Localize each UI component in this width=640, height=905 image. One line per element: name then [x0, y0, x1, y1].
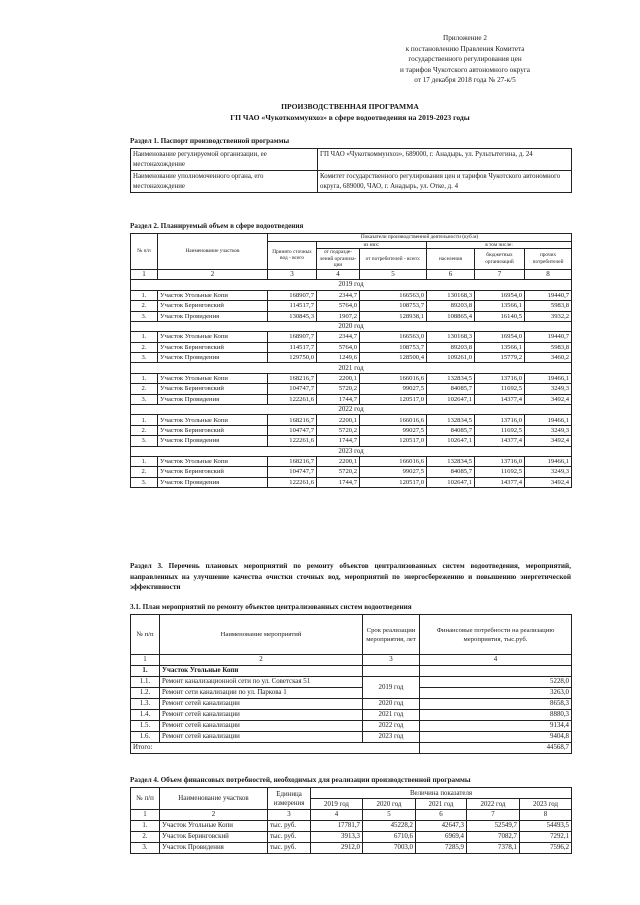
table-cell: 166563,0	[360, 290, 427, 300]
table-cell: 5983,8	[525, 342, 572, 352]
appendix-line: Приложение 2	[443, 34, 487, 42]
table-cell: 84085,7	[427, 384, 475, 394]
table-cell: 3.	[131, 394, 158, 404]
appendix-line: к постановлению Правления Комитета	[405, 44, 525, 53]
table-cell: 130845,3	[268, 311, 317, 321]
table-cell: 3460,2	[525, 353, 572, 363]
col-number: 8	[520, 810, 572, 821]
table-cell: 11692,5	[475, 384, 525, 394]
passport-row	[131, 149, 572, 171]
item-name: Ремонт сетей канализации	[160, 721, 363, 732]
col-number: 6	[427, 269, 475, 279]
table-row	[131, 732, 572, 743]
table-cell: 3492,4	[525, 394, 572, 404]
table-cell: 14377,4	[475, 436, 525, 446]
item-name: Ремонт сетей канализации	[160, 699, 363, 710]
table-cell: 104747,7	[268, 425, 317, 435]
table-cell: тыс. руб.	[268, 843, 311, 854]
item-term: 2020 год	[363, 699, 420, 710]
table-row	[131, 688, 572, 699]
table-cell: 5764,0	[317, 342, 360, 352]
table-cell: Участок Провидения	[158, 311, 268, 321]
table-cell: 3.	[131, 477, 158, 487]
table-cell: 166016,6	[360, 457, 427, 467]
year-label: 2022 год	[131, 405, 572, 415]
table-cell: 120517,0	[360, 477, 427, 487]
col-number: 5	[363, 810, 416, 821]
table-cell: 84085,7	[427, 425, 475, 435]
table-row	[131, 457, 572, 467]
col-num-header: № п/п	[131, 234, 158, 270]
table-cell: 2200,1	[317, 415, 360, 425]
table-cell: 1744,7	[317, 394, 360, 404]
table-cell: 89203,8	[427, 301, 475, 311]
table-cell: 1249,6	[317, 353, 360, 363]
empty-cell	[363, 666, 420, 677]
item-value: 8658,3	[420, 699, 572, 710]
item-value: 3263,0	[420, 688, 572, 699]
repair-plan-table	[130, 614, 572, 754]
total-label: Итого:	[131, 743, 420, 754]
table-cell: 122261,6	[268, 477, 317, 487]
population-header: населения	[427, 249, 475, 270]
item-name: Ремонт канализационной сети по ул. Советская 51	[160, 677, 363, 688]
table-cell: 130168,3	[427, 290, 475, 300]
table-cell: 102647,1	[427, 394, 475, 404]
year-label: 2020 год	[131, 321, 572, 331]
table-cell: 3249,3	[525, 467, 572, 477]
table-cell: тыс. руб.	[268, 832, 311, 843]
section3-subheading: 3.1. План мероприятий по ремонту объектов централизованных систем водоотведения	[130, 603, 412, 611]
table-cell: Участок Угольные Копи	[158, 415, 268, 425]
table-cell: 52549,7	[467, 821, 520, 832]
item-term: 2021 год	[363, 710, 420, 721]
table-cell: 5983,8	[525, 301, 572, 311]
finance-table	[130, 787, 572, 854]
table-cell: Участок Провидения	[158, 436, 268, 446]
item-num: 1.5.	[131, 721, 160, 732]
col-number: 5	[360, 269, 427, 279]
col-number: 3	[268, 269, 317, 279]
col-number: 1	[131, 269, 158, 279]
table-cell: 16954,0	[475, 290, 525, 300]
item-term: 2022 год	[363, 721, 420, 732]
year-header: 2019 год	[311, 799, 363, 810]
unit-header: Единица измерения	[268, 788, 311, 810]
values-header: Величина показателя	[311, 788, 572, 799]
own-header: от подразде-лений организа-ции	[317, 249, 360, 270]
table-row	[131, 843, 572, 854]
volume-table	[130, 233, 572, 488]
year-row	[131, 321, 572, 331]
table-cell: 11692,5	[475, 467, 525, 477]
item-value: 9404,8	[420, 732, 572, 743]
item-value: 5228,0	[420, 677, 572, 688]
table-row	[131, 832, 572, 843]
table-row	[131, 342, 572, 352]
passport-value: Комитет государственного регулирования цен и тарифов Чукотского автономного округа, 689000, ЧАО, г. Анадырь, ул. Отке, д. 4	[318, 171, 572, 193]
item-value: 9134,4	[420, 721, 572, 732]
table-cell: 13716,0	[475, 415, 525, 425]
passport-table	[130, 148, 572, 193]
table-cell: 2344,7	[317, 290, 360, 300]
table-cell: 132834,5	[427, 457, 475, 467]
table-cell: 3.	[131, 436, 158, 446]
table-cell: 168216,7	[268, 415, 317, 425]
table-cell: 166563,0	[360, 332, 427, 342]
item-num: 1.1.	[131, 677, 160, 688]
table-cell: Участок Беринговский	[158, 384, 268, 394]
table-cell: 3249,3	[525, 425, 572, 435]
finance-body	[131, 821, 572, 854]
table-row	[131, 290, 572, 300]
table-cell: Участок Угольные Копи	[158, 457, 268, 467]
appendix-line: государственного регулирования цен	[408, 55, 522, 64]
table-cell: 54493,5	[520, 821, 572, 832]
table-row	[131, 477, 572, 487]
table-cell: 5764,0	[317, 301, 360, 311]
table-cell: 108865,4	[427, 311, 475, 321]
table-cell: 2200,1	[317, 457, 360, 467]
table-cell: 114517,7	[268, 342, 317, 352]
table-cell: 45228,2	[363, 821, 416, 832]
table-cell: Участок Угольные Копи	[158, 373, 268, 383]
table-cell: 19466,1	[525, 373, 572, 383]
table-cell: 5720,2	[317, 467, 360, 477]
empty-cell	[420, 666, 572, 677]
year-label: 2019 год	[131, 280, 572, 290]
table-cell: 19466,1	[525, 457, 572, 467]
passport-value: ГП ЧАО «Чукоткоммунхоз», 689000, г. Анадырь, ул. Рультытегина, д. 24	[318, 149, 572, 171]
table-row	[131, 821, 572, 832]
finance-header: Финансовые потребности на реализацию мероприятия, тыс.руб.	[420, 615, 572, 655]
volume-body	[131, 280, 572, 488]
table-cell: 84085,7	[427, 467, 475, 477]
table-cell: 2.	[131, 384, 158, 394]
table-cell: 3.	[131, 311, 158, 321]
table-cell: 99027,5	[360, 425, 427, 435]
table-cell: 1.	[131, 821, 160, 832]
col-number: 1	[131, 655, 160, 666]
table-row	[131, 353, 572, 363]
table-cell: 168216,7	[268, 457, 317, 467]
table-cell: 166016,6	[360, 415, 427, 425]
col-number: 2	[158, 269, 268, 279]
table-cell: Участок Беринговский	[160, 832, 268, 843]
col-number: 6	[416, 810, 467, 821]
year-row	[131, 363, 572, 373]
table-cell: 1.	[131, 332, 158, 342]
other-header: прочих потребителей	[525, 249, 572, 270]
col-number: 1	[131, 810, 160, 821]
table-cell: 114517,7	[268, 301, 317, 311]
table-cell: Участок Провидения	[160, 843, 268, 854]
table-cell: 1.	[131, 373, 158, 383]
table-cell: 128500,4	[360, 353, 427, 363]
year-row	[131, 446, 572, 456]
num-header: № п/п	[131, 788, 160, 810]
table-row	[131, 301, 572, 311]
col-number: 8	[525, 269, 572, 279]
table-cell: 13566,1	[475, 342, 525, 352]
table-cell: 3492,4	[525, 477, 572, 487]
year-header: 2022 год	[467, 799, 520, 810]
table-cell: 2.	[131, 342, 158, 352]
table-cell: 104747,7	[268, 467, 317, 477]
table-cell: 108753,7	[360, 301, 427, 311]
item-term: 2023 год	[363, 732, 420, 743]
table-row	[131, 425, 572, 435]
table-cell: 16954,0	[475, 332, 525, 342]
table-cell: 3913,3	[311, 832, 363, 843]
section3-heading: Раздел 3. Перечень плановых мероприятий по ремонту объектов централизованных систем водоотведения, мероприятий, направленных на улучшение качества очистки сточных вод, мероприятий по энергосбережению и повышению энергетической эффективности	[130, 562, 571, 591]
table-cell: 19466,1	[525, 415, 572, 425]
col-number: 3	[268, 810, 311, 821]
table-cell: 42647,3	[416, 821, 467, 832]
table-cell: 7082,7	[467, 832, 520, 843]
table-cell: Участок Угольные Копи	[158, 332, 268, 342]
table-cell: 132834,5	[427, 415, 475, 425]
table-cell: 13716,0	[475, 457, 525, 467]
table-cell: 14377,4	[475, 477, 525, 487]
table-row	[131, 373, 572, 383]
item-term: 2019 год	[363, 677, 420, 699]
table-cell: 129750,0	[268, 353, 317, 363]
col-number: 4	[311, 810, 363, 821]
table-cell: 99027,5	[360, 467, 427, 477]
table-cell: 1.	[131, 415, 158, 425]
item-name: Ремонт сети канализации по ул. Паркова 1	[160, 688, 363, 699]
total-value: 44568,7	[420, 743, 572, 754]
table-cell: 13566,1	[475, 301, 525, 311]
table-cell: 13716,0	[475, 373, 525, 383]
table-cell: 1744,7	[317, 477, 360, 487]
table-cell: 104747,7	[268, 384, 317, 394]
table-cell: 15779,2	[475, 353, 525, 363]
table-cell: 7003,0	[363, 843, 416, 854]
table-cell: 2200,1	[317, 373, 360, 383]
table-cell: тыс. руб.	[268, 821, 311, 832]
table-cell: Участок Беринговский	[158, 425, 268, 435]
year-header: 2020 год	[363, 799, 416, 810]
table-cell: 16140,5	[475, 311, 525, 321]
table-cell: 122261,6	[268, 394, 317, 404]
table-row	[131, 384, 572, 394]
document-title	[130, 102, 570, 123]
table-cell: Участок Беринговский	[158, 301, 268, 311]
table-cell: 3.	[131, 843, 160, 854]
table-row	[131, 311, 572, 321]
table-cell: 128938,1	[360, 311, 427, 321]
table-cell: Участок Беринговский	[158, 467, 268, 477]
table-cell: 2344,7	[317, 332, 360, 342]
table-cell: 3.	[131, 353, 158, 363]
col-number: 4	[317, 269, 360, 279]
group-row	[131, 666, 572, 677]
table-row	[131, 677, 572, 688]
title-line-2: ГП ЧАО «Чукоткоммунхоз» в сфере водоотведения на 2019-2023 годы	[230, 112, 470, 122]
num-header: № п/п	[131, 615, 160, 655]
year-row	[131, 280, 572, 290]
table-cell: 1744,7	[317, 436, 360, 446]
table-row	[131, 332, 572, 342]
table-cell: Участок Беринговский	[158, 342, 268, 352]
col-number: 4	[420, 655, 572, 666]
table-cell: 5720,2	[317, 425, 360, 435]
table-cell: 6710,6	[363, 832, 416, 843]
table-row	[131, 467, 572, 477]
table-cell: 102647,1	[427, 436, 475, 446]
group-num: 1.	[131, 666, 160, 677]
table-cell: 108753,7	[360, 342, 427, 352]
table-cell: 2.	[131, 425, 158, 435]
table-cell: 166016,6	[360, 373, 427, 383]
table-row	[131, 721, 572, 732]
year-header: 2023 год	[520, 799, 572, 810]
name-header: Наименование мероприятий	[160, 615, 363, 655]
accepted-header: Принято сточных вод - всего	[268, 241, 317, 269]
table-cell: Участок Провидения	[158, 394, 268, 404]
table-cell: 6969,4	[416, 832, 467, 843]
table-cell: 122261,6	[268, 436, 317, 446]
indicators-header: Показатели производственной деятельности (куб.м)	[268, 234, 572, 242]
section2-heading: Раздел 2. Планируемый объем в сфере водоотведения	[130, 222, 304, 230]
table-cell: 5720,2	[317, 384, 360, 394]
table-cell: 89203,8	[427, 342, 475, 352]
appendix-header	[360, 33, 570, 86]
finance-header-row	[131, 788, 572, 799]
table-cell: 7378,1	[467, 843, 520, 854]
item-name: Ремонт сетей канализации	[160, 710, 363, 721]
of-them-header: из них:	[317, 241, 427, 249]
table-cell: 2912,0	[311, 843, 363, 854]
group-name: Участок Угольные Копи	[160, 666, 363, 677]
year-label: 2023 год	[131, 446, 572, 456]
item-num: 1.3.	[131, 699, 160, 710]
table-row	[131, 699, 572, 710]
appendix-line: и тарифов Чукотского автономного округа	[400, 65, 530, 74]
passport-label: Наименование регулируемой организации, ее местонахождение	[131, 149, 318, 171]
passport-label: Наименование уполномоченного органа, его местонахождение	[131, 171, 318, 193]
item-num: 1.6.	[131, 732, 160, 743]
table-cell: 168216,7	[268, 373, 317, 383]
table-cell: 7596,2	[520, 843, 572, 854]
passport-row	[131, 171, 572, 193]
table-cell: 11692,5	[475, 425, 525, 435]
table-row	[131, 415, 572, 425]
budget-header: бюджетных организаций	[475, 249, 525, 270]
col-name-header: Наименование участков	[158, 234, 268, 270]
table-cell: 120517,0	[360, 394, 427, 404]
item-num: 1.2.	[131, 688, 160, 699]
table-cell: 109261,0	[427, 353, 475, 363]
column-numbers-row	[131, 810, 572, 821]
table-cell: 1.	[131, 457, 158, 467]
table-cell: 2.	[131, 832, 160, 843]
table-cell: 99027,5	[360, 384, 427, 394]
table-cell: 7285,9	[416, 843, 467, 854]
table-row	[131, 394, 572, 404]
title-line-1: ПРОИЗВОДСТВЕННАЯ ПРОГРАММА	[281, 102, 419, 111]
table-row	[131, 710, 572, 721]
table-cell: 1907,2	[317, 311, 360, 321]
table-cell: Участок Провидения	[158, 353, 268, 363]
table-cell: 168907,7	[268, 290, 317, 300]
column-numbers-row	[131, 655, 572, 666]
appendix-line: от 17 декабря 2018 года № 27-к/5	[414, 76, 516, 85]
table-cell: 132834,5	[427, 373, 475, 383]
total-row	[131, 743, 572, 754]
term-header: Срок реализации мероприятия, лет	[363, 615, 420, 655]
table-cell: 1.	[131, 290, 158, 300]
repair-header-row	[131, 615, 572, 655]
table-cell: 7292,1	[520, 832, 572, 843]
table-cell: 102647,1	[427, 477, 475, 487]
column-numbers-row	[131, 269, 572, 279]
table-cell: 14377,4	[475, 394, 525, 404]
col-number: 7	[467, 810, 520, 821]
table-cell: 19440,7	[525, 290, 572, 300]
consumers-header: от потребителей - всего:	[360, 249, 427, 270]
col-number: 3	[363, 655, 420, 666]
table-cell: 3932,2	[525, 311, 572, 321]
section4-heading: Раздел 4. Объем финансовых потребностей, необходимых для реализации производственной программы	[130, 776, 471, 784]
table-cell: 2.	[131, 467, 158, 477]
table-cell: 17781,7	[311, 821, 363, 832]
table-cell: Участок Угольные Копи	[160, 821, 268, 832]
year-row	[131, 405, 572, 415]
incl-header: в том числе:	[427, 241, 572, 249]
col-number: 7	[475, 269, 525, 279]
table-cell: 19440,7	[525, 332, 572, 342]
year-label: 2021 год	[131, 363, 572, 373]
year-header: 2021 год	[416, 799, 467, 810]
section1-heading: Раздел 1. Паспорт производственной программы	[130, 137, 290, 145]
name-header: Наименование участков	[160, 788, 268, 810]
item-value: 8880,3	[420, 710, 572, 721]
table-cell: 130168,3	[427, 332, 475, 342]
col-number: 2	[160, 655, 363, 666]
table-cell: Участок Угольные Копи	[158, 290, 268, 300]
table-cell: 2.	[131, 301, 158, 311]
table-cell: 120517,0	[360, 436, 427, 446]
item-num: 1.4.	[131, 710, 160, 721]
table-cell: 168907,7	[268, 332, 317, 342]
table-cell: 3249,3	[525, 384, 572, 394]
table-cell: Участок Провидения	[158, 477, 268, 487]
col-number: 2	[160, 810, 268, 821]
table-cell: 3492,4	[525, 436, 572, 446]
item-name: Ремонт сетей канализации	[160, 732, 363, 743]
table-row	[131, 436, 572, 446]
